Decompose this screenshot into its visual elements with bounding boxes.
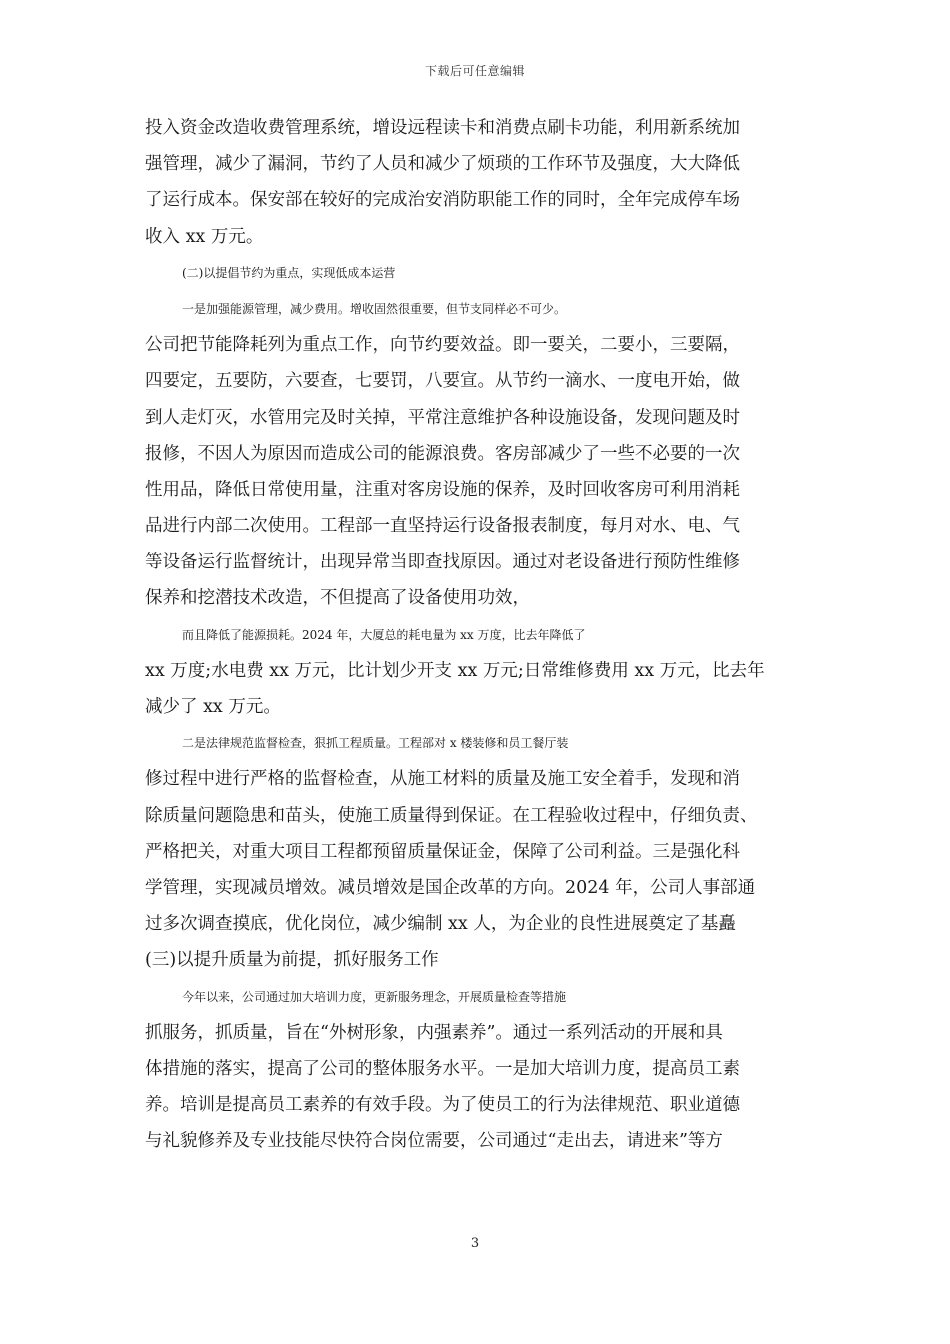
text-line: 性用品，降低日常使用量，注重对客房设施的保养，及时回收客房可利用消耗 [145,479,740,500]
text-line: 修过程中进行严格的监督检查，从施工材料的质量及施工安全着手，发现和消 [145,769,740,790]
text-line: 与礼貌修养及专业技能尽快符合岗位需要，公司通过“走出去，请进来”等方 [145,1131,723,1152]
text-line: 学管理，实现减员增效。减员增效是国企改革的方向。2024 年，公司人事部通 [145,877,756,898]
text-line: 除质量问题隐患和苗头，使施工质量得到保证。在工程验收过程中，仔细负责、 [145,805,758,826]
text-line: 了运行成本。保安部在较好的完成治安消防职能工作的同时，全年完成停车场 [145,190,740,211]
text-line: 减少了 xx 万元。 [145,697,281,717]
text-line: 保养和挖潜技术改造，不但提高了设备使用功效， [145,588,530,609]
text-line: 强管理，减少了漏洞，节约了人员和减少了烦琐的工作环节及强度，大大降低 [145,154,740,175]
text-line: 二是法律规范监督检查，狠抓工程质量。工程部对 x 楼装修和员工餐厅装 [182,736,569,751]
page-header: 下载后可任意编辑 [424,64,525,78]
text-line: 体措施的落实，提高了公司的整体服务水平。一是加大培训力度，提高员工素 [145,1058,740,1079]
page-number: 3 [470,1236,480,1251]
text-line: 一是加强能源管理，减少费用。增收固然很重要，但节支同样必不可少。 [182,301,567,316]
text-line: 抓服务，抓质量，旨在“外树形象，内强素养”。通过一系列活动的开展和具 [145,1022,723,1043]
document-body [145,110,805,1159]
text-line: 报修，不因人为原因而造成公司的能源浪费。客房部减少了一些不必要的一次 [145,443,740,464]
text-line: 等设备运行监督统计，出现异常当即查找原因。通过对老设备进行预防性维修 [145,552,740,573]
text-line: 收入 xx 万元。 [145,226,264,247]
text-line: 养。培训是提高员工素养的有效手段。为了使员工的行为法律规范、职业道德 [145,1095,740,1116]
text-line: (二)以提倡节约为重点，实现低成本运营 [182,265,396,280]
text-line: 品进行内部二次使用。工程部一直坚持运行设备报表制度，每月对水、电、气 [145,516,740,537]
text-line: 四要定，五要防，六要查，七要罚，八要宣。从节约一滴水、一度电开始，做 [145,371,740,392]
text-line: 严格把关，对重大项目工程都预留质量保证金，保障了公司利益。三是强化科 [145,841,740,862]
text-line: 而且降低了能源损耗。2024 年，大厦总的耗电量为 xx 万度，比去年降低了 [182,627,586,642]
text-line: xx 万度;水电费 xx 万元，比计划少开支 xx 万元;日常维修费用 xx 万元，比去年 [145,660,765,681]
text-line: 到人走灯灭，水管用完及时关掉，平常注意维护各种设施设备，发现问题及时 [145,407,740,428]
text-line: 今年以来，公司通过加大培训力度，更新服务理念，开展质量检查等措施 [182,989,567,1004]
text-line: 过多次调查摸底，优化岗位，减少编制 xx 人，为企业的良性进展奠定了基矗 [145,914,736,935]
text-line: (三)以提升质量为前提，抓好服务工作 [145,950,439,971]
text-line: 投入资金改造收费管理系统，增设远程读卡和消费点刷卡功能，利用新系统加 [145,118,740,138]
text-line: 公司把节能降耗列为重点工作，向节约要效益。即一要关，二要小，三要隔， [145,335,740,356]
